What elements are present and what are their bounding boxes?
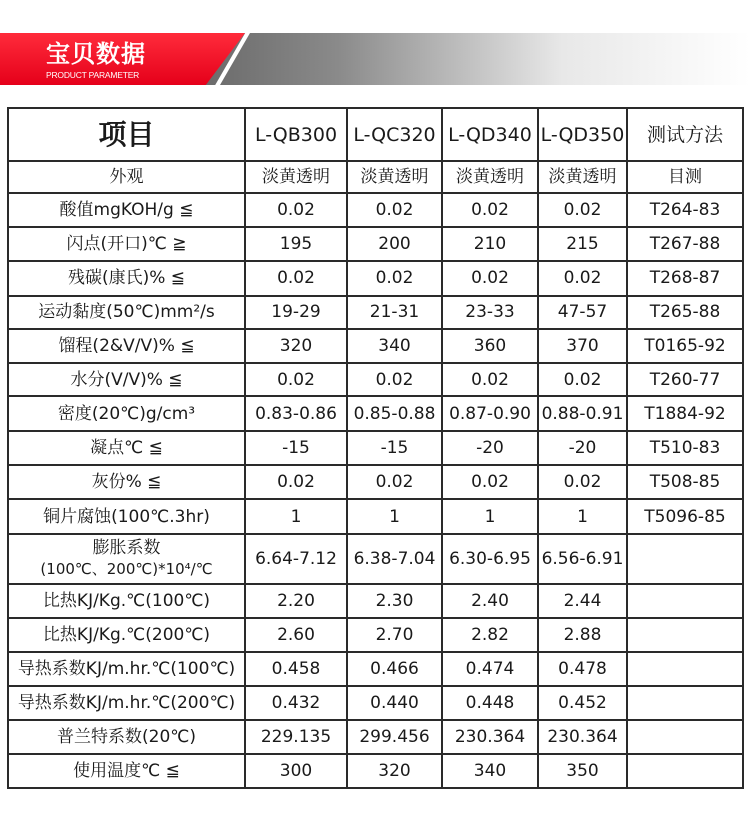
cell-parameter-name: 铜片腐蚀(100℃.3hr) [8,499,245,533]
cell-l-qd350: 215 [538,227,627,261]
cell-l-qb300: 19-29 [245,296,347,329]
cell-l-qd350: 0.02 [538,363,627,396]
cell-l-qd340: 0.02 [442,261,538,295]
header-l-qc320: L-QC320 [347,108,442,161]
cell-l-qb300: 0.83-0.86 [245,396,347,430]
cell-l-qd340: 2.40 [442,584,538,618]
cell-l-qc320: 2.70 [347,618,442,651]
cell-l-qc320: 1 [347,499,442,533]
cell-l-qd340: 0.02 [442,465,538,499]
cell-l-qb300: 1 [245,499,347,533]
cell-test-method: T268-87 [627,261,743,295]
cell-l-qd350: 0.452 [538,686,627,720]
header-parameter-name: 项目 [8,108,245,161]
cell-l-qd340: 1 [442,499,538,533]
parameter-table-body [8,108,743,788]
cell-l-qd350: -20 [538,431,627,465]
cell-l-qd350: 0.02 [538,193,627,227]
cell-parameter-name: 残碳(康氏)% ≦ [8,261,245,295]
cell-l-qd350: 0.02 [538,465,627,499]
cell-l-qd340: 6.30-6.95 [442,534,538,584]
cell-l-qb300: 淡黄透明 [245,161,347,192]
cell-l-qc320: 淡黄透明 [347,161,442,192]
cell-l-qd350: 2.88 [538,618,627,651]
cell-l-qb300: 0.02 [245,193,347,227]
cell-l-qd340: 360 [442,329,538,363]
cell-parameter-name: 运动黏度(50℃)mm²/s [8,296,245,329]
cell-l-qc320: 200 [347,227,442,261]
cell-parameter-name: 比热KJ/Kg.℃(100℃) [8,584,245,618]
cell-test-method: T0165-92 [627,329,743,363]
cell-l-qd340: -20 [442,431,538,465]
cell-test-method [627,686,743,720]
table-row [8,618,743,651]
cell-parameter-name: 导热系数KJ/m.hr.℃(100℃) [8,652,245,686]
section-banner [0,33,750,85]
cell-l-qb300: 0.02 [245,261,347,295]
cell-l-qc320: 0.85-0.88 [347,396,442,430]
cell-test-method: T510-83 [627,431,743,465]
cell-l-qc320: 0.02 [347,363,442,396]
cell-l-qb300: 2.60 [245,618,347,651]
table-row [8,431,743,465]
cell-l-qc320: 0.02 [347,465,442,499]
cell-l-qb300: 320 [245,329,347,363]
cell-l-qc320: 21-31 [347,296,442,329]
cell-test-method [627,584,743,618]
cell-test-method: T508-85 [627,465,743,499]
table-row [8,754,743,788]
cell-l-qd340: 0.448 [442,686,538,720]
cell-l-qb300: 2.20 [245,584,347,618]
cell-l-qd340: 淡黄透明 [442,161,538,192]
table-row [8,465,743,499]
cell-l-qc320: 299.456 [347,720,442,753]
cell-parameter-name: 水分(V/V)% ≦ [8,363,245,396]
cell-l-qb300: 0.02 [245,465,347,499]
cell-test-method: T264-83 [627,193,743,227]
table-header-row [8,108,743,161]
cell-test-method: T265-88 [627,296,743,329]
cell-l-qd350: 230.364 [538,720,627,753]
cell-l-qc320: 0.440 [347,686,442,720]
header-l-qd350: L-QD350 [538,108,627,161]
cell-parameter-name: 比热KJ/Kg.℃(200℃) [8,618,245,651]
cell-l-qb300: 195 [245,227,347,261]
cell-l-qd350: 1 [538,499,627,533]
cell-l-qd340: 0.474 [442,652,538,686]
banner-subtitle: PRODUCT PARAMETER [46,70,140,80]
cell-l-qd350: 0.02 [538,261,627,295]
parameter-table [7,107,744,789]
cell-parameter-name: 闪点(开口)℃ ≧ [8,227,245,261]
table-row [8,686,743,720]
cell-l-qc320: 340 [347,329,442,363]
table-row [8,499,743,533]
table-row [8,261,743,295]
cell-l-qd340: 210 [442,227,538,261]
table-row [8,296,743,329]
header-test-method: 测试方法 [627,108,743,161]
cell-test-method: T5096-85 [627,499,743,533]
cell-test-method [627,618,743,651]
cell-l-qc320: 0.02 [347,193,442,227]
header-l-qd340: L-QD340 [442,108,538,161]
cell-l-qd350: 0.88-0.91 [538,396,627,430]
cell-test-method [627,720,743,753]
cell-l-qd350: 370 [538,329,627,363]
table-row [8,652,743,686]
cell-l-qd340: 340 [442,754,538,788]
table-row [8,584,743,618]
cell-l-qb300: -15 [245,431,347,465]
cell-parameter-name: 普兰特系数(20℃) [8,720,245,753]
cell-l-qd340: 0.02 [442,193,538,227]
cell-l-qc320: 0.466 [347,652,442,686]
cell-test-method: T1884-92 [627,396,743,430]
cell-label-line2: (100℃、200℃)*10⁴/℃ [40,559,213,578]
table-row [8,161,743,192]
cell-l-qb300: 0.02 [245,363,347,396]
banner-title: 宝贝数据 [46,40,146,68]
cell-l-qd340: 23-33 [442,296,538,329]
cell-l-qd340: 230.364 [442,720,538,753]
cell-l-qc320: 6.38-7.04 [347,534,442,584]
cell-l-qd350: 350 [538,754,627,788]
cell-parameter-name: 外观 [8,161,245,192]
cell-l-qb300: 6.64-7.12 [245,534,347,584]
cell-l-qc320: -15 [347,431,442,465]
cell-l-qd340: 2.82 [442,618,538,651]
cell-l-qd350: 淡黄透明 [538,161,627,192]
table-row [8,534,743,584]
cell-l-qd340: 0.02 [442,363,538,396]
cell-l-qb300: 0.458 [245,652,347,686]
cell-l-qc320: 320 [347,754,442,788]
cell-label-line1: 膨胀系数 [92,537,161,558]
cell-l-qc320: 0.02 [347,261,442,295]
table-row [8,720,743,753]
cell-test-method [627,534,743,584]
table-row [8,363,743,396]
table-row [8,396,743,430]
cell-parameter-name [8,534,245,584]
table-row [8,329,743,363]
cell-l-qb300: 0.432 [245,686,347,720]
cell-test-method: 目测 [627,161,743,192]
cell-l-qc320: 2.30 [347,584,442,618]
cell-l-qd350: 0.478 [538,652,627,686]
cell-parameter-name: 密度(20℃)g/cm³ [8,396,245,430]
cell-parameter-name: 酸值mgKOH/g ≦ [8,193,245,227]
cell-l-qd340: 0.87-0.90 [442,396,538,430]
cell-parameter-name: 导热系数KJ/m.hr.℃(200℃) [8,686,245,720]
cell-parameter-name: 使用温度℃ ≦ [8,754,245,788]
cell-l-qd350: 47-57 [538,296,627,329]
cell-test-method: T260-77 [627,363,743,396]
table-row [8,193,743,227]
cell-parameter-name: 馏程(2&V/V)% ≦ [8,329,245,363]
table-row [8,227,743,261]
cell-parameter-name: 凝点℃ ≦ [8,431,245,465]
header-l-qb300: L-QB300 [245,108,347,161]
cell-l-qb300: 300 [245,754,347,788]
cell-test-method: T267-88 [627,227,743,261]
cell-parameter-name: 灰份% ≦ [8,465,245,499]
cell-l-qd350: 2.44 [538,584,627,618]
cell-test-method [627,754,743,788]
cell-test-method [627,652,743,686]
cell-l-qb300: 229.135 [245,720,347,753]
cell-l-qd350: 6.56-6.91 [538,534,627,584]
